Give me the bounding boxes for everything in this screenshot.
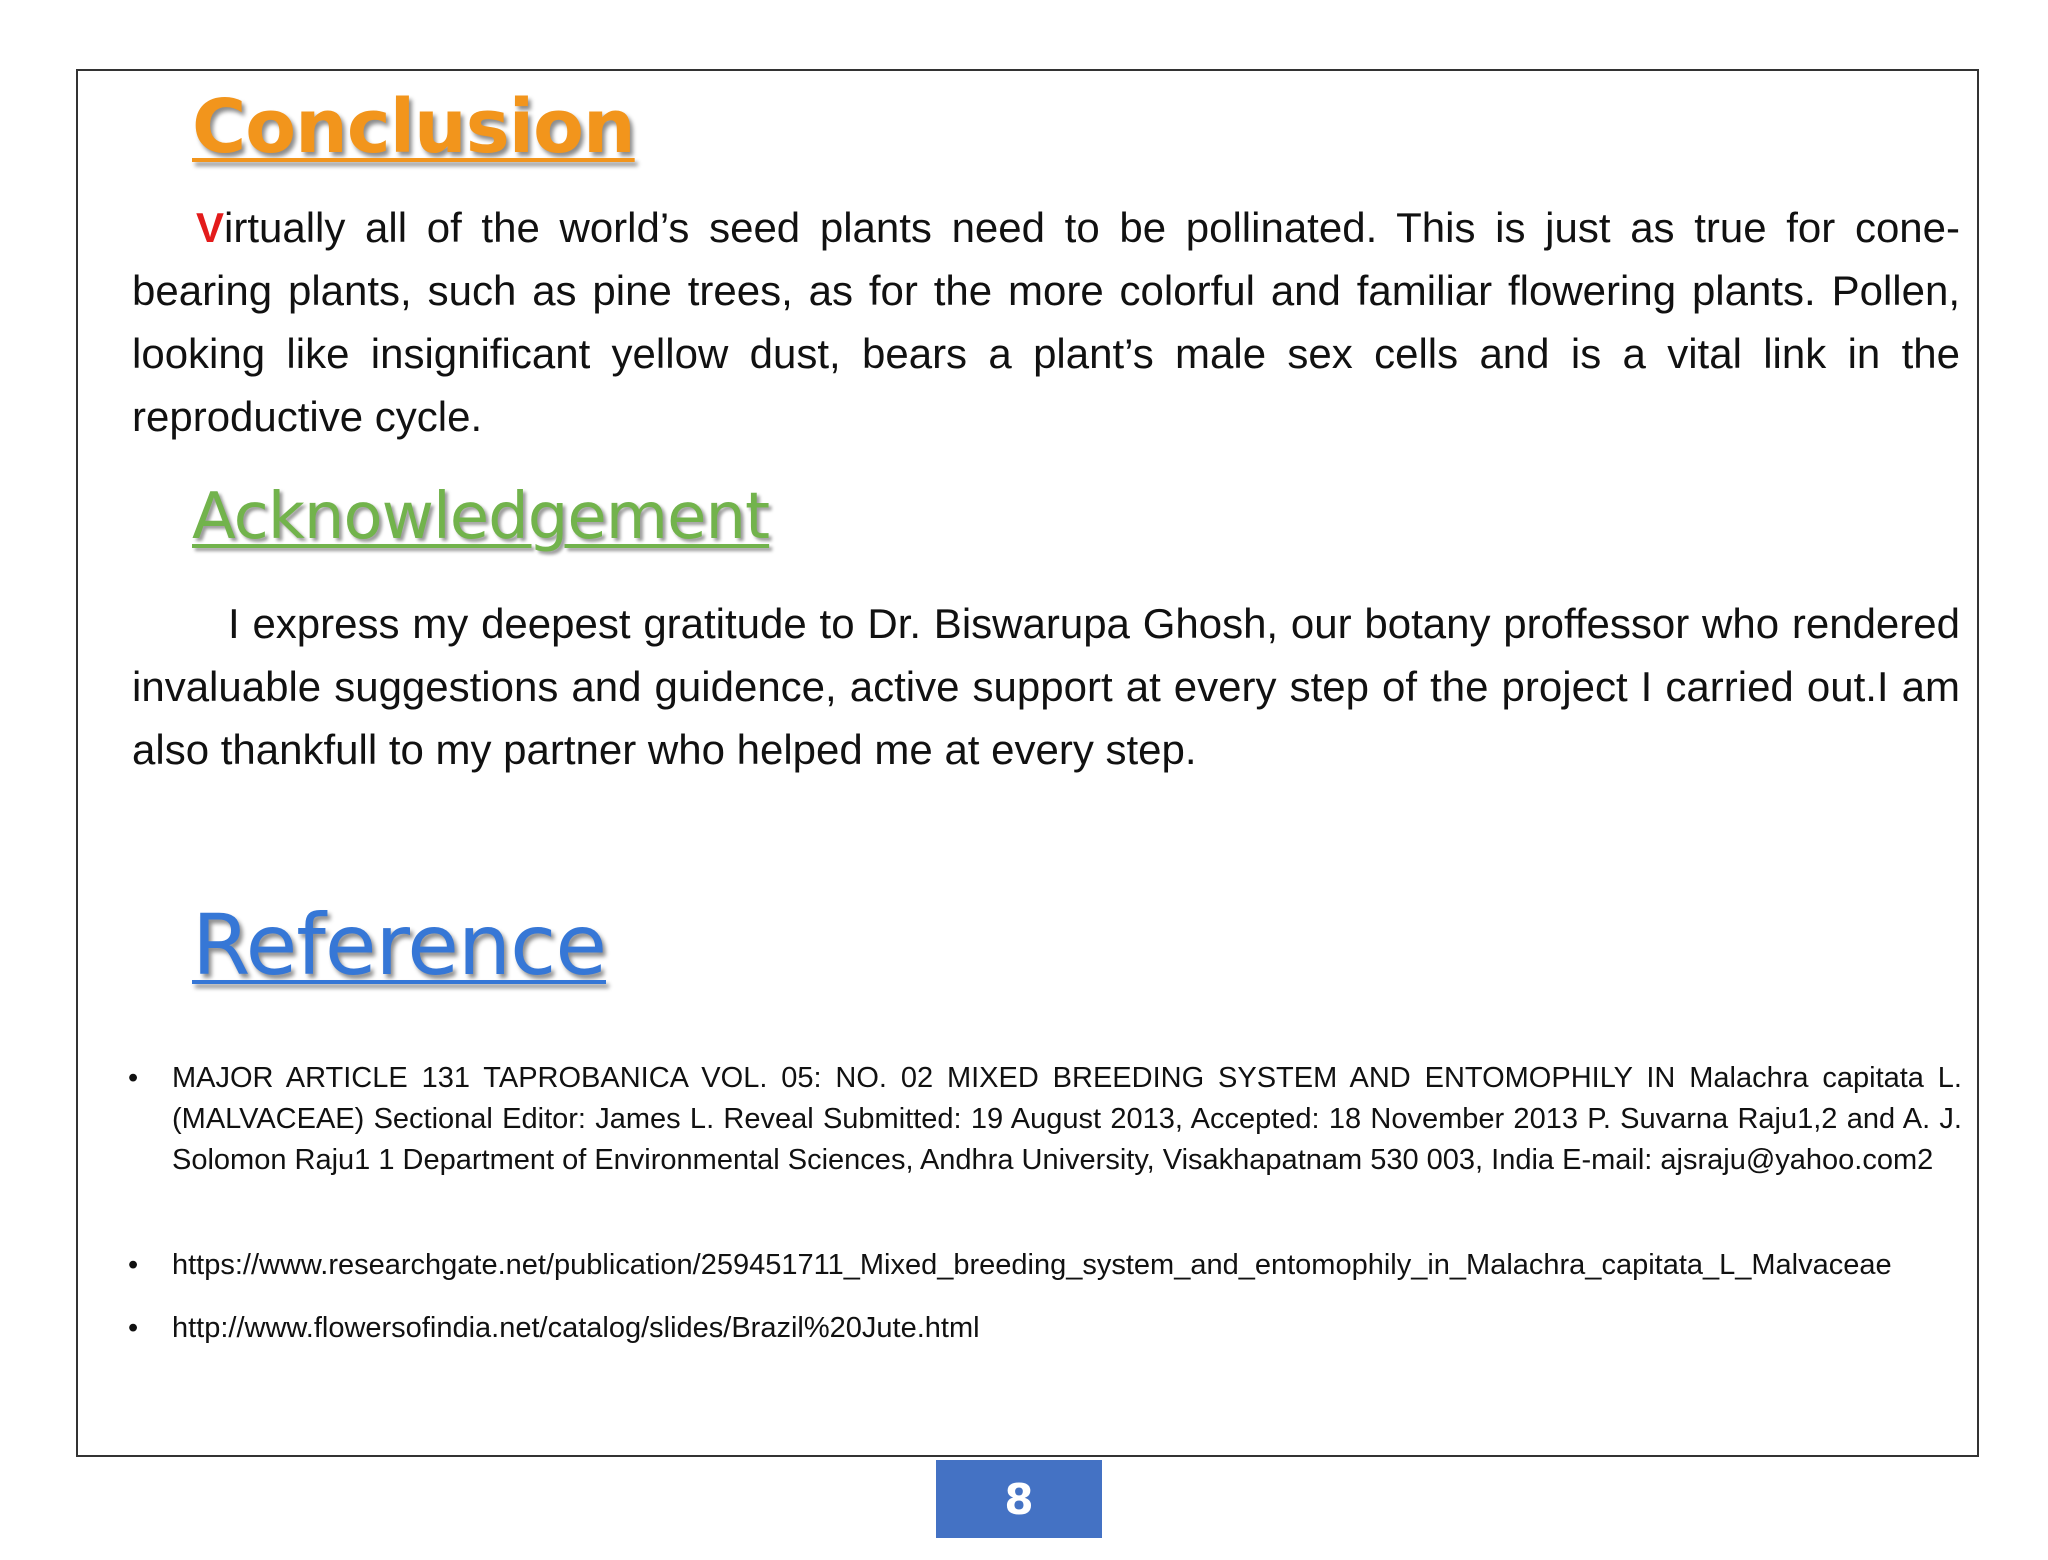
- reference-item: [126, 1058, 1962, 1181]
- bullet-icon: •: [128, 1062, 139, 1094]
- reference-url[interactable]: http://www.flowersofindia.net/catalog/slides/Brazil%20Jute.html: [172, 1312, 980, 1344]
- bullet-icon: •: [128, 1312, 139, 1344]
- acknowledgement-heading: Acknowledgement: [192, 480, 770, 554]
- reference-link[interactable]: [126, 1308, 1962, 1349]
- conclusion-paragraph: [132, 196, 1960, 448]
- conclusion-dropcap: V: [196, 204, 225, 251]
- reference-url[interactable]: https://www.researchgate.net/publication/259451711_Mixed_breeding_system_and_entomophily_in_Malachra_capitata_L_Malvaceae: [172, 1249, 1892, 1281]
- reference-link[interactable]: [126, 1245, 1962, 1286]
- reference-text: MAJOR ARTICLE 131 TAPROBANICA VOL. 05: NO. 02 MIXED BREEDING SYSTEM AND ENTOMOPHILY IN Malachra capitata L. (MALVACEAE) Sectional Editor: James L. Reveal Submitted: 19 August 2013, Accepted: 18 November 2013 P. Suvarna Raju1,2 and A. J. Solomon Raju1 1 Department of Environmental Sciences, Andhra University, Visakhapatnam 530 003, India E-mail: ajsraju@yahoo.com2: [172, 1062, 1962, 1176]
- page-number-badge: 8: [936, 1460, 1102, 1538]
- conclusion-text: irtually all of the world’s seed plants need to be pollinated. This is just as true for cone-bearing plants, such as pine trees, as for the more colorful and familiar flowering plants. Pollen, looking like insignificant yellow dust, bears a plant’s male sex cells and is a vital link in the reproductive cycle.: [132, 204, 1960, 440]
- acknowledgement-paragraph: I express my deepest gratitude to Dr. Biswarupa Ghosh, our botany proffessor who rendered invaluable suggestions and guidence, active support at every step of the project I carried out.I am also thankfull to my partner who helped me at every step.: [132, 600, 1960, 773]
- reference-list: [126, 1058, 1962, 1349]
- conclusion-heading: Conclusion: [192, 84, 635, 170]
- bullet-icon: •: [128, 1249, 139, 1281]
- reference-heading: Reference: [192, 896, 606, 994]
